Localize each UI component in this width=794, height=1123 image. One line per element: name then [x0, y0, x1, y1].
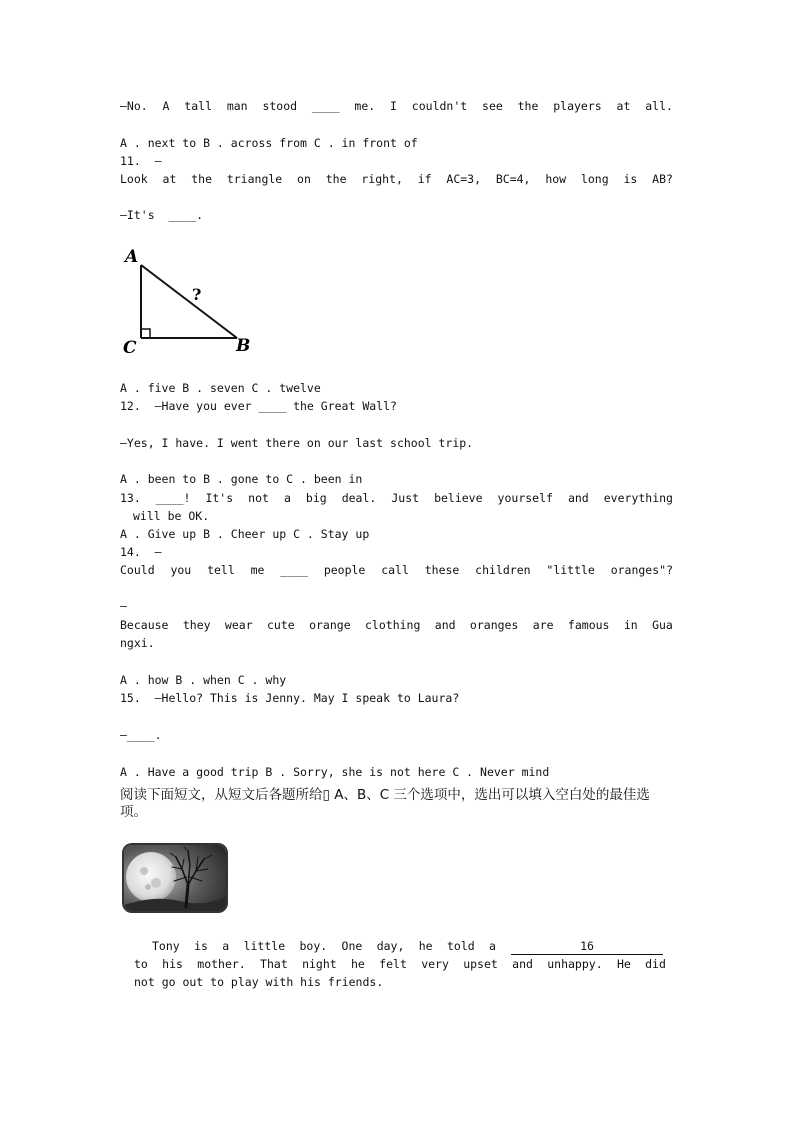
- word: players: [553, 99, 602, 113]
- word: and: [567, 491, 589, 505]
- word: me: [250, 563, 265, 577]
- word: me.: [354, 99, 376, 113]
- cloze-instruction-line1: 阅读下面短文，从短文后各题所给▯ A、B、C 三个选项中，选出可以填入空白处的最佳选: [120, 787, 650, 803]
- q10-answer-line: [120, 98, 673, 114]
- word: is: [194, 939, 208, 953]
- q13-question-line2: will be OK.: [133, 509, 210, 523]
- passage-line2: [134, 956, 666, 972]
- q14-options: A . how B . when C . why: [120, 673, 287, 687]
- word: BC=4,: [495, 172, 531, 186]
- q11-question: [120, 171, 673, 187]
- word: he: [351, 957, 365, 971]
- word: long: [580, 172, 609, 186]
- word: on: [297, 172, 311, 186]
- word: upset: [463, 957, 498, 971]
- word: everything: [603, 491, 673, 505]
- word: mother.: [197, 957, 246, 971]
- q13-options: A . Give up B . Cheer up C . Stay up: [120, 527, 370, 541]
- blank-16: 16: [511, 938, 663, 955]
- word: yourself: [497, 491, 553, 505]
- passage-line1-text: [152, 938, 496, 955]
- word: at: [162, 172, 177, 186]
- word: how: [545, 172, 567, 186]
- right-angle-mark: [141, 329, 150, 338]
- side-ab: [141, 265, 237, 338]
- word: unhappy.: [547, 957, 603, 971]
- q15-options: A . Have a good trip B . Sorry, she is not here C . Never mind: [120, 765, 550, 779]
- word: couldn't: [411, 99, 468, 113]
- word: the: [325, 172, 347, 186]
- word: Gua: [652, 618, 673, 632]
- right-triangle-figure: [118, 244, 258, 360]
- q12-options: A . been to B . gone to C . been in: [120, 472, 363, 486]
- word: very: [421, 957, 449, 971]
- q14-answer-line1: [120, 617, 673, 633]
- word: Look: [120, 172, 148, 186]
- q12-answer: —Yes, I have. I went there on our last school trip.: [120, 436, 474, 450]
- q14-number: 14. —: [120, 545, 162, 559]
- word: at: [616, 99, 631, 113]
- word: wear: [224, 618, 253, 632]
- word: Could: [120, 563, 155, 577]
- label-b: B: [236, 336, 251, 356]
- word: I: [390, 99, 397, 113]
- label-hypotenuse: ?: [192, 285, 202, 304]
- word: and: [512, 957, 533, 971]
- word: clothing: [365, 618, 421, 632]
- word: tell: [207, 563, 235, 577]
- word: One: [341, 939, 363, 953]
- word: see: [482, 99, 503, 113]
- q12-question: 12. —Have you ever ____ the Great Wall?: [120, 399, 397, 413]
- word: ____: [280, 563, 308, 577]
- word: they: [182, 618, 211, 632]
- word: ____!: [155, 491, 191, 505]
- word: 13.: [120, 491, 141, 505]
- word: in: [623, 618, 638, 632]
- word: a: [222, 939, 230, 953]
- word: felt: [379, 957, 407, 971]
- word: "little: [546, 563, 595, 577]
- word: believe: [434, 491, 483, 505]
- word: orange: [309, 618, 351, 632]
- word: triangle: [226, 172, 283, 186]
- word: his: [162, 957, 183, 971]
- word: people: [323, 563, 366, 577]
- word: if: [417, 172, 432, 186]
- word: oranges"?: [610, 563, 673, 577]
- q15-question: 15. —Hello? This is Jenny. May I speak to Laura?: [120, 691, 460, 705]
- word: little: [243, 939, 286, 953]
- word: oranges: [469, 618, 519, 632]
- word: a: [283, 491, 291, 505]
- word: and: [434, 618, 456, 632]
- word: all.: [645, 99, 673, 113]
- word: stood: [262, 99, 298, 113]
- word: you: [170, 563, 192, 577]
- q15-answer: —____.: [120, 728, 162, 742]
- word: boy.: [299, 939, 328, 953]
- word: Tony: [152, 939, 180, 953]
- cloze-instruction-line2: 项。: [120, 804, 147, 820]
- word: right,: [361, 172, 403, 186]
- word: He: [616, 957, 631, 971]
- word: is: [623, 172, 638, 186]
- moonlit-tree-image: [122, 843, 228, 913]
- word: night: [302, 957, 337, 971]
- word: big: [305, 491, 327, 505]
- word: AC=3,: [446, 172, 482, 186]
- label-c: C: [123, 338, 137, 358]
- word: deal.: [341, 491, 377, 505]
- word: to: [134, 957, 148, 971]
- word: cute: [267, 618, 295, 632]
- q10-options: A . next to B . across from C . in front of: [120, 136, 418, 150]
- word: AB?: [652, 172, 673, 186]
- word: are: [532, 618, 554, 632]
- word: did: [645, 957, 666, 971]
- word: That: [260, 957, 288, 971]
- passage-line3: not go out to play with his friends.: [134, 975, 384, 989]
- word: tall: [184, 99, 212, 113]
- q14-dash: —: [120, 599, 127, 613]
- word: man: [226, 99, 248, 113]
- word: not: [248, 491, 269, 505]
- q11-options: A . five B . seven C . twelve: [120, 381, 321, 395]
- word: the: [191, 172, 212, 186]
- word: children: [475, 563, 531, 577]
- word: he: [418, 939, 433, 953]
- word: It's: [205, 491, 234, 505]
- word: A: [162, 99, 170, 113]
- word: told: [446, 939, 475, 953]
- label-a: A: [125, 247, 139, 267]
- word: the: [517, 99, 539, 113]
- word: call: [381, 563, 409, 577]
- q14-question: [120, 562, 673, 578]
- moon-shape: [126, 852, 176, 902]
- q11-answer-line: —It's ____.: [120, 208, 204, 222]
- word: ____: [311, 99, 340, 113]
- word: day,: [376, 939, 405, 953]
- q13-question-line1: [120, 490, 673, 506]
- q14-answer-line2: ngxi.: [120, 636, 155, 650]
- q11-number: 11. —: [120, 154, 162, 168]
- passage-line1: [152, 938, 663, 955]
- word: a: [489, 939, 496, 953]
- word: —No.: [120, 99, 148, 113]
- word: these: [424, 563, 460, 577]
- word: famous: [567, 618, 610, 632]
- word: Just: [391, 491, 420, 505]
- word: Because: [120, 618, 169, 632]
